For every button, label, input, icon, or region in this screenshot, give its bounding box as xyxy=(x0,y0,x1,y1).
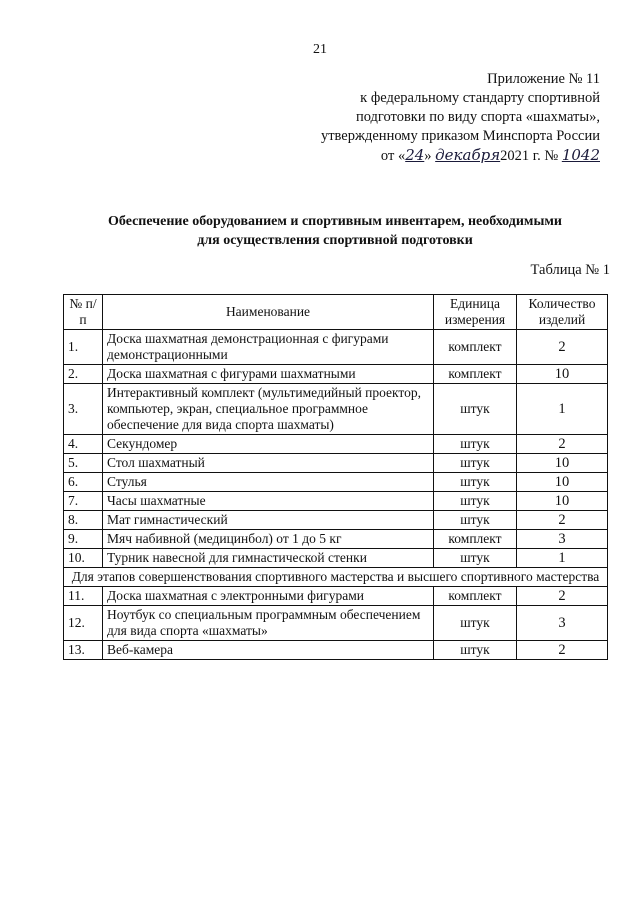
row-quantity: 2 xyxy=(517,330,608,365)
row-name: Часы шахматные xyxy=(103,492,434,511)
row-name: Мяч набивной (медицинбол) от 1 до 5 кг xyxy=(103,530,434,549)
row-quantity: 1 xyxy=(517,384,608,435)
row-name: Секундомер xyxy=(103,435,434,454)
row-name: Ноутбук со специальным программным обеспечением для вида спорта «шахматы» xyxy=(103,606,434,641)
row-unit: штук xyxy=(434,549,517,568)
document-title xyxy=(40,212,630,250)
title-line-1: Обеспечение оборудованием и спортивным инвентарем, необходимыми xyxy=(108,214,562,229)
row-number: 12. xyxy=(64,606,103,641)
row-number: 6. xyxy=(64,473,103,492)
header-num: № п/п xyxy=(64,295,103,330)
table-row xyxy=(64,384,608,435)
table-row xyxy=(64,511,608,530)
row-quantity: 3 xyxy=(517,606,608,641)
appendix-line-1: Приложение № 11 xyxy=(487,71,600,87)
header-qty: Количество изделий xyxy=(517,295,608,330)
row-number: 2. xyxy=(64,365,103,384)
table-caption: Таблица № 1 xyxy=(530,262,610,278)
appendix-line-4: утвержденному приказом Минспорта России xyxy=(320,128,600,144)
row-name: Доска шахматная демонстрационная с фигурами демонстрационными xyxy=(103,330,434,365)
row-quantity: 10 xyxy=(517,473,608,492)
date-year: 2021 г. № xyxy=(500,148,559,164)
row-name: Доска шахматная с фигурами шахматными xyxy=(103,365,434,384)
row-name: Стол шахматный xyxy=(103,454,434,473)
order-number: 1042 xyxy=(561,146,600,164)
appendix-line-3: подготовки по виду спорта «шахматы», xyxy=(355,109,600,125)
date-prefix: от « xyxy=(380,148,406,164)
row-name: Доска шахматная с электронными фигурами xyxy=(103,587,434,606)
table-row xyxy=(64,454,608,473)
row-name: Веб-камера xyxy=(103,641,434,660)
row-number: 13. xyxy=(64,641,103,660)
row-number: 4. xyxy=(64,435,103,454)
header-unit: Единица измерения xyxy=(434,295,517,330)
row-number: 3. xyxy=(64,384,103,435)
row-number: 8. xyxy=(64,511,103,530)
table-row xyxy=(64,473,608,492)
row-quantity: 1 xyxy=(517,549,608,568)
row-number: 9. xyxy=(64,530,103,549)
section-label: Для этапов совершенствования спортивного мастерства и высшего спортивного мастерства xyxy=(64,568,608,587)
row-unit: штук xyxy=(434,473,517,492)
row-quantity: 2 xyxy=(517,511,608,530)
table-row xyxy=(64,492,608,511)
row-unit: штук xyxy=(434,641,517,660)
row-name: Мат гимнастический xyxy=(103,511,434,530)
date-sep: » xyxy=(424,148,432,164)
table-row xyxy=(64,641,608,660)
date-day: 24 xyxy=(405,146,425,164)
row-number: 5. xyxy=(64,454,103,473)
table-row xyxy=(64,530,608,549)
row-unit: штук xyxy=(434,511,517,530)
row-unit: штук xyxy=(434,384,517,435)
table-header-row xyxy=(64,295,608,330)
row-quantity: 10 xyxy=(517,365,608,384)
table-row xyxy=(64,549,608,568)
row-unit: штук xyxy=(434,454,517,473)
date-month: декабря xyxy=(435,146,501,164)
row-name: Интерактивный комплект (мультимедийный проектор, компьютер, экран, специальное программное обеспечение для вида спорта шахматы) xyxy=(103,384,434,435)
row-quantity: 2 xyxy=(517,435,608,454)
row-unit: комплект xyxy=(434,587,517,606)
row-quantity: 10 xyxy=(517,454,608,473)
table-row xyxy=(64,435,608,454)
table-body-main xyxy=(64,330,608,568)
table-row xyxy=(64,606,608,641)
row-number: 10. xyxy=(64,549,103,568)
table-body-second xyxy=(64,587,608,660)
row-unit: комплект xyxy=(434,530,517,549)
header-name: Наименование xyxy=(103,295,434,330)
appendix-line-2: к федеральному стандарту спортивной xyxy=(360,90,600,106)
row-name: Турник навесной для гимнастической стенки xyxy=(103,549,434,568)
section-row xyxy=(64,568,608,587)
appendix-header xyxy=(321,70,600,166)
table-row xyxy=(64,365,608,384)
row-unit: штук xyxy=(434,606,517,641)
title-line-2: для осуществления спортивной подготовки xyxy=(197,233,473,248)
row-name: Стулья xyxy=(103,473,434,492)
row-unit: комплект xyxy=(434,330,517,365)
row-unit: штук xyxy=(434,492,517,511)
row-quantity: 2 xyxy=(517,587,608,606)
appendix-date-line xyxy=(321,146,600,166)
row-unit: комплект xyxy=(434,365,517,384)
row-quantity: 2 xyxy=(517,641,608,660)
row-quantity: 10 xyxy=(517,492,608,511)
row-number: 7. xyxy=(64,492,103,511)
table-section xyxy=(64,568,608,587)
page-number: 21 xyxy=(313,42,327,57)
row-number: 11. xyxy=(64,587,103,606)
table-row xyxy=(64,587,608,606)
equipment-table xyxy=(63,294,608,660)
table-row xyxy=(64,330,608,365)
row-unit: штук xyxy=(434,435,517,454)
row-quantity: 3 xyxy=(517,530,608,549)
row-number: 1. xyxy=(64,330,103,365)
